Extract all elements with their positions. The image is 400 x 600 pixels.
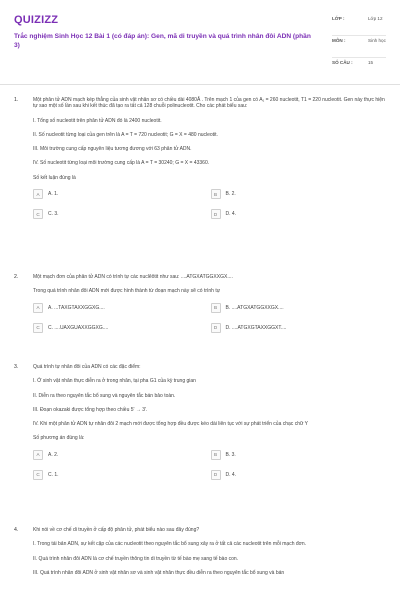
statement-3: III. Môi trường cung cấp nguyên liệu tương đương với 63 phân tử ADN. [33,146,192,153]
question-text: Một phân tử ADN mạch kép thẳng của sinh vật nhân sơ có chiều dài 4080Å . Trên mạch 1 của gen có A₁ = 260 nucleotit, T1 = 220 nucleotit. Gen này thực hiện tự sao một số lần sau khi kết thúc đã tạo ra tất cả 128 chuỗi polinucleotit. Cho các phát biểu sau: [33,97,385,110]
option-key[interactable]: A [33,303,43,313]
question-text: Quá trình tự nhân đôi của ADN có các đặc điểm: [33,364,141,370]
option-text: B. 3. [225,451,236,458]
option-a[interactable] [33,450,211,460]
question-text: Một mạch đơn của phân tử ADN có trình tự các nuclêôtit như sau: ....ATGXATGGXXGX.... [33,274,233,280]
option-key[interactable]: A [33,450,43,460]
option-text: A. 1. [48,191,59,198]
answer-options [33,303,388,333]
meta-class [332,14,386,36]
question-number: 2. [14,274,19,280]
question-text: Khi nói về cơ chế di truyền ở cấp độ phân tử, phát biểu nào sau đây đúng? [33,527,200,533]
statement-2: II. Diễn ra theo nguyên tắc bổ sung và nguyên tắc bán bảo toàn. [33,392,176,399]
statement-2: II. Quá trình nhân đôi ADN là cơ chế truyền thông tin di truyền từ tế bào mẹ sang tế bào con. [33,555,239,562]
question-number: 1. [14,97,19,103]
header-divider [0,84,400,85]
statement-1: I. Ở sinh vật nhân thực diễn ra ở trong nhân, tại pha G1 của kỳ trung gian [33,378,196,385]
option-key[interactable]: C [33,323,43,333]
statement-3: III. Đoạn okazaki được tổng hợp theo chiều 5' → 3'. [33,406,148,413]
option-a[interactable] [33,189,211,199]
option-key[interactable]: D [211,323,221,333]
option-a[interactable] [33,303,211,313]
worksheet-title: Trắc nghiệm Sinh Học 12 Bài 1 (có đáp án): Gen, mã di truyền và quá trình nhân đôi ADN (phần 3) [14,33,311,49]
option-key[interactable]: B [211,450,221,460]
question-1 [14,97,388,219]
subject-label: MÔN : [332,38,346,43]
question-prompt: Số kết luận đúng là [33,174,76,181]
question-prompt: Trong quá trình nhân đôi ADN mới được hình thành từ đoạn mạch này sẽ có trình tự [33,288,221,295]
option-text: D. 4. [225,211,237,218]
question-4 [14,527,388,584]
option-c[interactable] [33,209,211,219]
option-text: A. ...TAXGTAXXGGXG.... [48,304,105,311]
subject-value: Sinh học [368,38,386,43]
option-key[interactable]: C [33,209,43,219]
count-label: SỐ CÂU : [332,60,353,65]
option-key[interactable]: B [211,189,221,199]
question-prompt: Số phương án đúng là: [33,435,85,442]
option-b[interactable] [211,189,389,199]
class-value: Lớp 12 [368,16,383,21]
option-text: A. 2. [48,451,59,458]
meta-info [332,14,386,74]
question-number: 4. [14,527,19,533]
question-2 [14,274,388,333]
option-text: C. ....UAXGUAXXGGXG.... [48,324,109,331]
option-text: D. ....ATGXGTAXXGGXT.... [225,324,287,331]
option-d[interactable] [211,470,389,480]
answer-options [33,450,388,480]
option-key[interactable]: B [211,303,221,313]
option-b[interactable] [211,303,389,313]
option-text: C. 3. [48,211,59,218]
worksheet-header [14,12,386,78]
option-text: D. 4. [225,471,237,478]
option-key[interactable]: A [33,189,43,199]
statement-2: II. Số nucleotit từng loại của gen trên là A = T = 720 nucleotit; G = X = 480 nucleotit. [33,131,218,138]
option-key[interactable]: D [211,470,221,480]
option-d[interactable] [211,323,389,333]
meta-subject [332,36,386,58]
class-label: LỚP : [332,16,345,21]
statement-4: IV. Khi một phân tử ADN tự nhân đôi 2 mạch mới được tổng hợp đều được kéo dài liên tục với sự phát triển của chạc chữ Y [33,421,308,428]
option-key[interactable]: C [33,470,43,480]
statement-1: I. Tổng số nucleotit trên phân tử ADN đó là 2400 nucleotit. [33,117,162,124]
answer-options [33,189,388,219]
option-d[interactable] [211,209,389,219]
option-text: B. 2. [225,191,236,198]
quizizz-logo: QUIZIZZ [14,14,59,26]
option-text: C. 1. [48,471,59,478]
option-c[interactable] [33,323,211,333]
statement-3: III. Quá trình nhân đôi ADN ở sinh vật nhân sơ và sinh vật nhân thực đều diễn ra theo nguyên tắc bổ sung và bán [33,569,285,576]
statement-4: IV. Số nucleotit từng loại môi trường cung cấp là A = T = 30240; G = X = 43360. [33,160,210,167]
statement-1: I. Trong tái bản ADN, sự kết cặp của các nucleotit theo nguyên tắc bổ sung xảy ra ở tất cả các nucleotit trên mỗi mạch đơn. [33,541,307,548]
question-number: 3. [14,364,19,370]
meta-count [332,58,386,74]
option-key[interactable]: D [211,209,221,219]
count-value: 15 [368,60,374,65]
question-3 [14,364,388,480]
option-text: B. ....ATGXATGGXXGX.... [225,304,284,311]
option-b[interactable] [211,450,389,460]
option-c[interactable] [33,470,211,480]
